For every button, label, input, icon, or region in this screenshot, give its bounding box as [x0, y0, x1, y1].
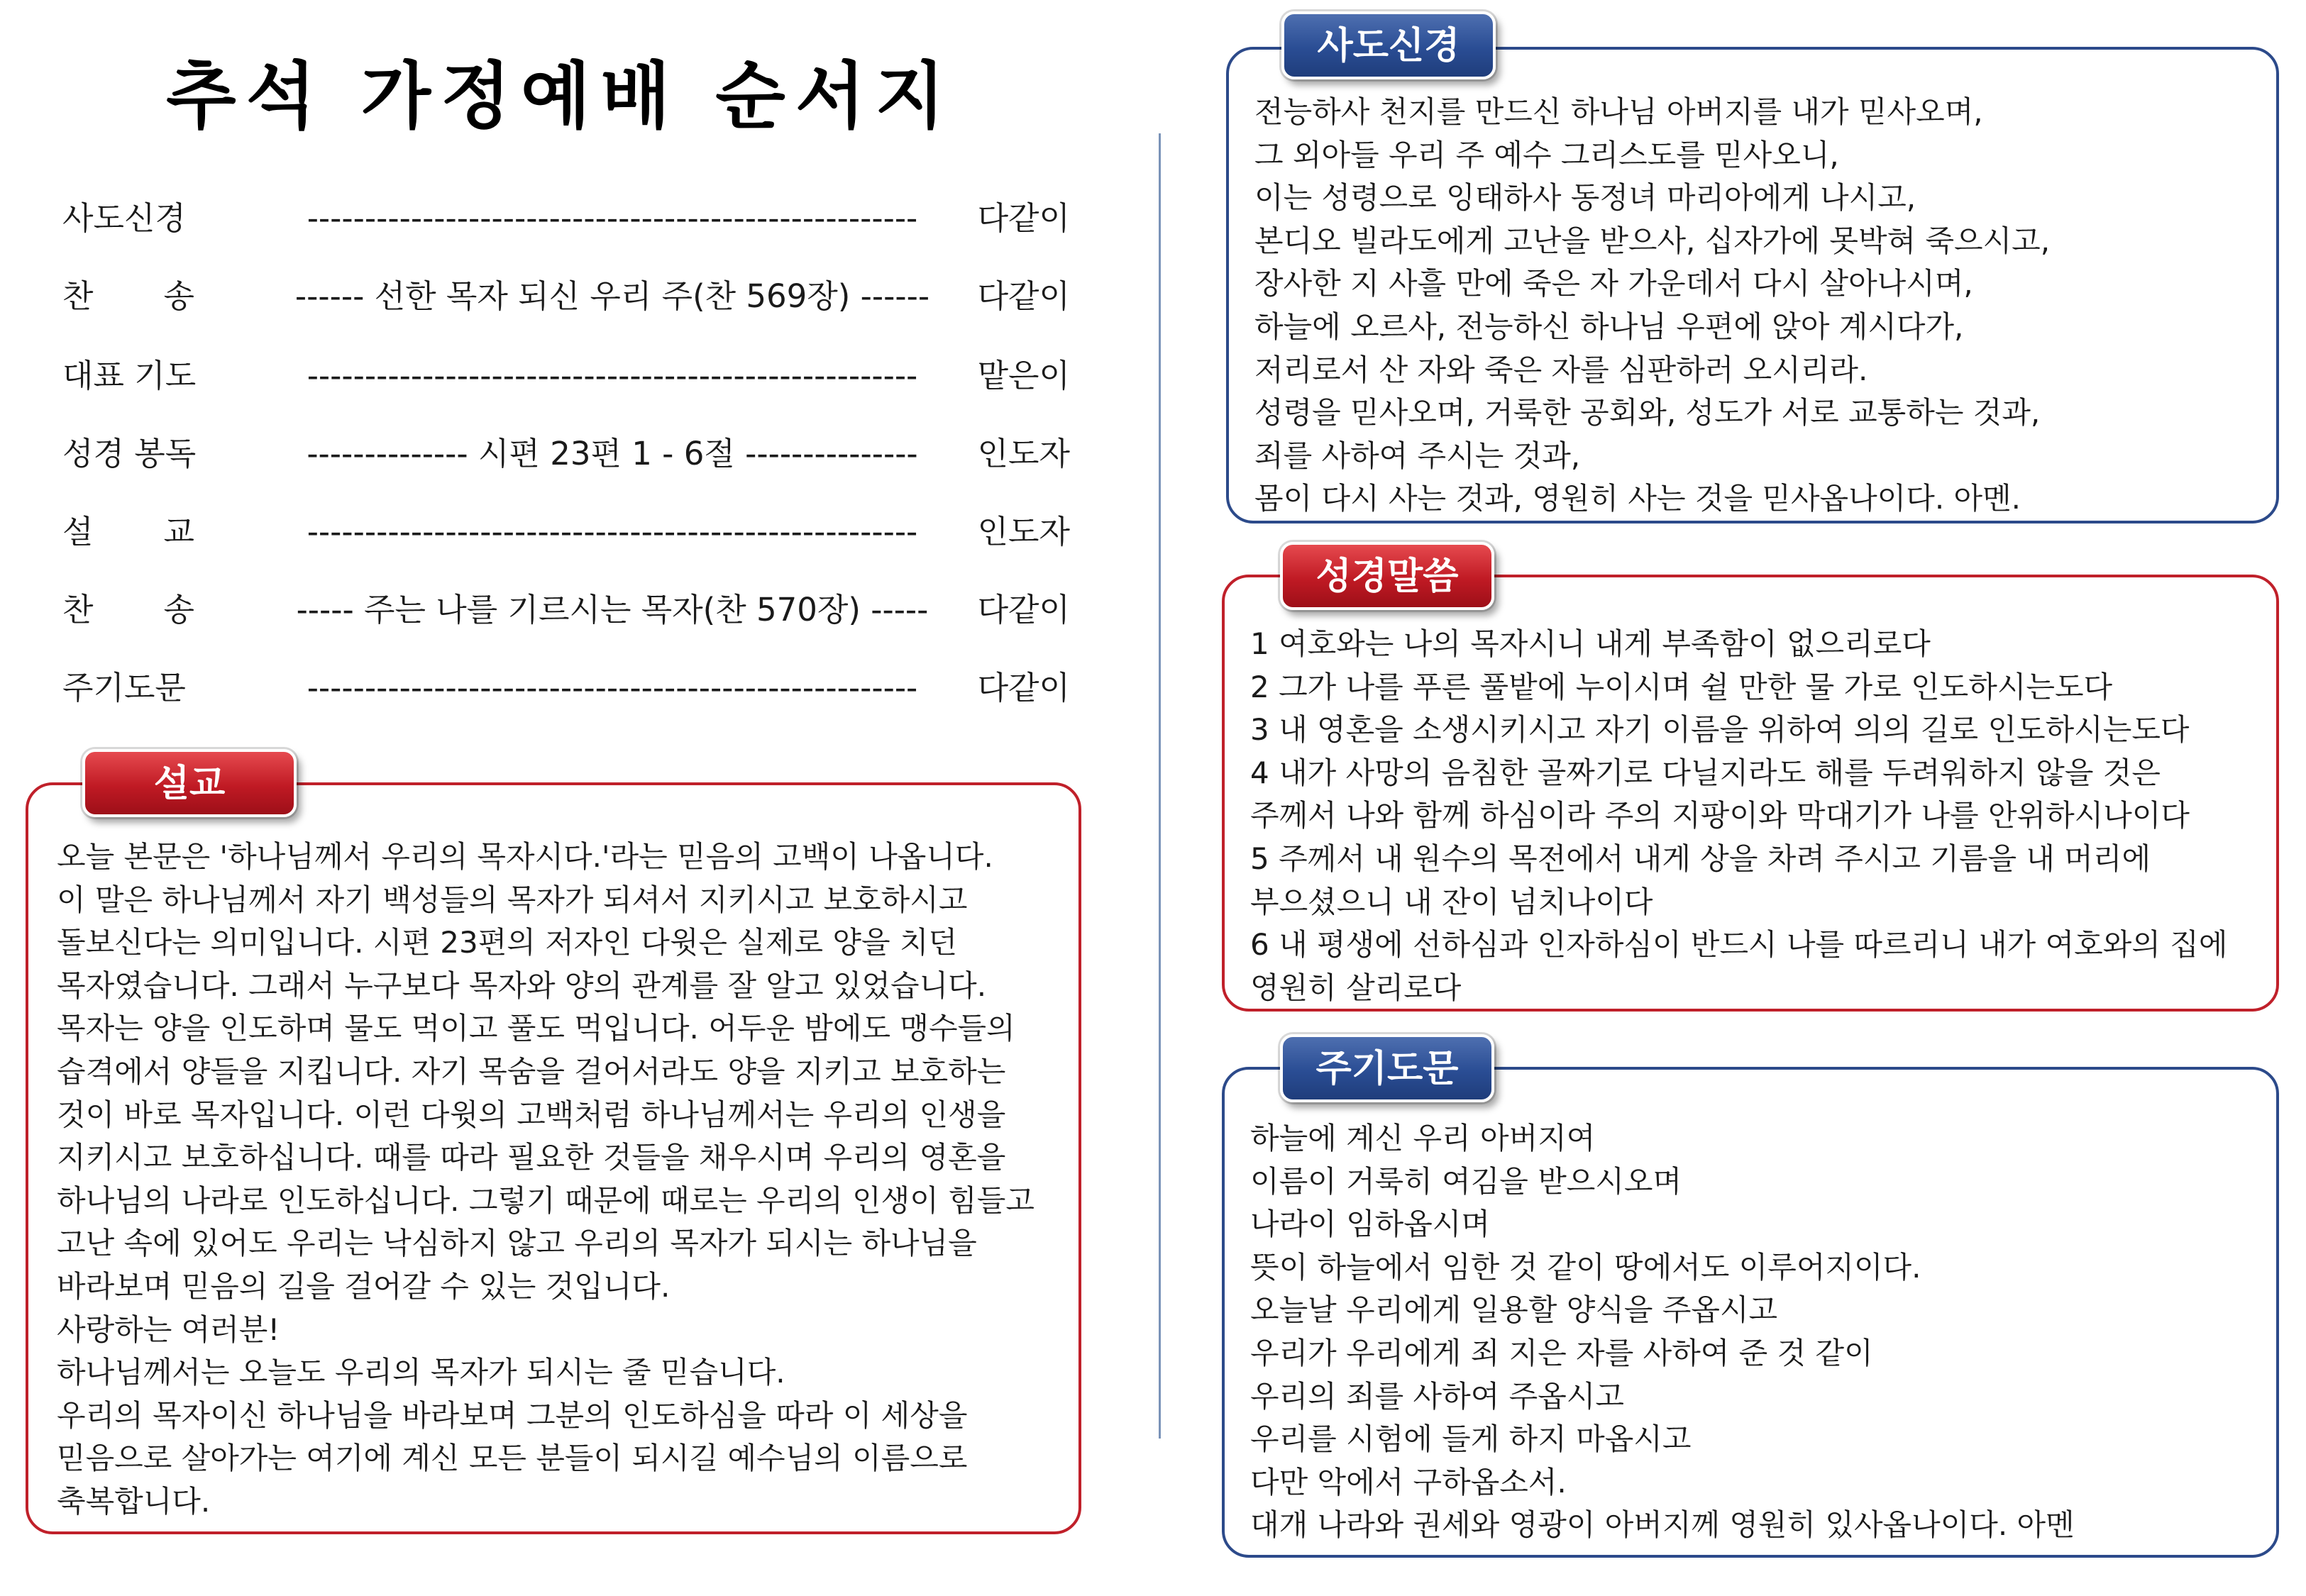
- text-line: 축복합니다.: [57, 1483, 211, 1519]
- order-detail: -----------------------------------------------------: [307, 513, 918, 550]
- text-line: 3 내 영혼을 소생시키시고 자기 이름을 위하여 의의 길로 인도하시는도다: [1250, 712, 2190, 748]
- text-line: 장사한 지 사흘 만에 죽은 자 가운데서 다시 살아나시며,: [1254, 266, 1973, 301]
- text-line: 뜻이 하늘에서 임한 것 같이 땅에서도 이루어지이다.: [1250, 1249, 1921, 1285]
- order-label-char: 설: [62, 513, 94, 550]
- text-line: 5 주께서 내 원수의 목전에서 내게 상을 차려 주시고 기름을 내 머리에: [1250, 841, 2151, 876]
- text-line: 사랑하는 여러분!: [57, 1312, 280, 1347]
- text-line: 하늘에 오르사, 전능하신 하나님 우편에 앉아 계시다가,: [1254, 309, 1964, 344]
- order-label-char: 교: [163, 513, 194, 550]
- text-line: 고난 속에 있어도 우리는 낙심하지 않고 우리의 목자가 되시는 하나님을: [57, 1226, 977, 1261]
- order-detail: -----------------------------------------------------: [307, 669, 918, 706]
- text-line: 바라보며 믿음의 길을 걸어갈 수 있는 것입니다.: [57, 1268, 671, 1304]
- text-line: 목자였습니다. 그래서 누구보다 목자와 양의 관계를 잘 알고 있었습니다.: [57, 968, 987, 1003]
- text-line: 지키시고 보호하십니다. 때를 따라 필요한 것들을 채우시며 우리의 영혼을: [57, 1140, 1006, 1175]
- column-divider: [1159, 133, 1161, 1439]
- text-line: 우리의 죄를 사하여 주옵시고: [1250, 1378, 1624, 1414]
- order-row-lords-prayer: [62, 660, 1070, 716]
- text-line: 주께서 나와 함께 하심이라 주의 지팡이와 막대기가 나를 안위하시나이다: [1250, 798, 2190, 833]
- order-label: [62, 504, 194, 560]
- scripture-heading: 성경말씀: [1280, 542, 1494, 610]
- text-line: 대개 나라와 권세와 영광이 아버지께 영원히 있사옵나이다. 아멘: [1250, 1507, 2075, 1543]
- text-line: 목자는 양을 인도하며 물도 먹이고 풀도 먹입니다. 어두운 밤에도 맹수들의: [57, 1011, 1015, 1046]
- order-detail: ----- 주는 나를 기르시는 목자(찬 570장) -----: [296, 591, 929, 628]
- order-label: 대표 기도: [62, 357, 197, 394]
- text-line: 영원히 살리로다: [1250, 970, 1462, 1005]
- order-role: 인도자: [977, 513, 1070, 550]
- text-line: 부으셨으니 내 잔이 넘치나이다: [1250, 884, 1653, 919]
- order-label: [62, 268, 194, 325]
- order-label-char: 송: [163, 591, 194, 628]
- text-line: 이 말은 하나님께서 자기 백성들의 목자가 되셔서 지키시고 보호하시고: [57, 882, 968, 917]
- order-row-prayer: [62, 348, 1070, 404]
- text-line: 우리의 목자이신 하나님을 바라보며 그분의 인도하심을 따라 이 세상을: [57, 1397, 968, 1433]
- order-label: 사도신경: [62, 199, 186, 237]
- text-line: 성령을 믿사오며, 거룩한 공회와, 성도가 서로 교통하는 것과,: [1254, 395, 2041, 431]
- order-role: 다같이: [977, 591, 1070, 628]
- text-line: 1 여호와는 나의 목자시니 내게 부족함이 없으리로다: [1250, 626, 1931, 661]
- order-detail: -----------------------------------------------------: [307, 357, 918, 394]
- creed-text: [1254, 91, 2050, 521]
- order-role: 인도자: [977, 435, 1070, 472]
- text-line: 몸이 다시 사는 것과, 영원히 사는 것을 믿사옵나이다. 아멘.: [1254, 481, 2021, 516]
- page-title: 추석 가정예배 순서지: [166, 54, 955, 139]
- lords-prayer-text: [1250, 1117, 2075, 1547]
- text-line: 그 외아들 우리 주 예수 그리스도를 믿사오니,: [1254, 137, 1839, 172]
- text-line: 본디오 빌라도에게 고난을 받으사, 십자가에 못박혀 죽으시고,: [1254, 223, 2051, 258]
- order-label-char: 송: [163, 277, 194, 315]
- creed-heading: 사도신경: [1281, 11, 1496, 79]
- order-label: 주기도문: [62, 669, 186, 706]
- order-row-sermon: [62, 504, 1070, 560]
- order-role: 다같이: [977, 199, 1070, 237]
- lords-prayer-heading: 주기도문: [1280, 1034, 1494, 1102]
- order-row-reading: [62, 426, 1070, 482]
- text-line: 돌보신다는 의미입니다. 시편 23편의 저자인 다윗은 실제로 양을 치던: [57, 925, 958, 960]
- order-label-char: 찬: [62, 277, 94, 315]
- text-line: 우리가 우리에게 죄 지은 자를 사하여 준 것 같이: [1250, 1335, 1873, 1370]
- order-label: 성경 봉독: [62, 435, 197, 472]
- order-row-hymn-1: [62, 268, 1070, 325]
- order-role: 다같이: [977, 669, 1070, 706]
- text-line: 오늘 본문은 '하나님께서 우리의 목자시다.'라는 믿음의 고백이 나옵니다.: [57, 839, 993, 874]
- text-line: 죄를 사하여 주시는 것과,: [1254, 438, 1581, 473]
- text-line: 이름이 거룩히 여김을 받으시오며: [1250, 1163, 1682, 1199]
- text-line: 우리를 시험에 들게 하지 마옵시고: [1250, 1422, 1692, 1457]
- text-line: 것이 바로 목자입니다. 이런 다윗의 고백처럼 하나님께서는 우리의 인생을: [57, 1097, 1006, 1132]
- text-line: 이는 성령으로 잉태하사 동정녀 마리아에게 나시고,: [1254, 180, 1916, 216]
- text-line: 믿음으로 살아가는 여기에 계신 모든 분들이 되시길 예수님의 이름으로: [57, 1441, 968, 1476]
- text-line: 습격에서 양들을 지킵니다. 자기 목숨을 걸어서라도 양을 지키고 보호하는: [57, 1053, 1006, 1089]
- order-detail: ------ 선한 목자 되신 우리 주(찬 569장) ------: [294, 277, 930, 315]
- order-label-char: 찬: [62, 591, 94, 628]
- text-line: 나라이 임하옵시며: [1250, 1207, 1490, 1242]
- sermon-heading: 설교: [82, 749, 297, 817]
- order-label: [62, 582, 194, 638]
- text-line: 6 내 평생에 선하심과 인자하심이 반드시 나를 따르리니 내가 여호와의 집에: [1250, 927, 2228, 963]
- text-line: 하나님의 나라로 인도하십니다. 그렇기 때문에 때로는 우리의 인생이 힘들고: [57, 1182, 1035, 1218]
- text-line: 전능하사 천지를 만드신 하나님 아버지를 내가 믿사오며,: [1254, 94, 1983, 129]
- order-row-creed: [62, 190, 1070, 247]
- order-role: 맡은이: [977, 357, 1070, 394]
- order-role: 다같이: [977, 277, 1070, 315]
- text-line: 다만 악에서 구하옵소서.: [1250, 1464, 1567, 1500]
- text-line: 저리로서 산 자와 죽은 자를 심판하러 오시리라.: [1254, 352, 1868, 387]
- order-detail: -----------------------------------------------------: [307, 199, 918, 237]
- order-detail: -------------- 시편 23편 1 - 6절 ---------------: [307, 435, 918, 472]
- text-line: 하나님께서는 오늘도 우리의 목자가 되시는 줄 믿습니다.: [57, 1355, 785, 1390]
- order-row-hymn-2: [62, 582, 1070, 638]
- text-line: 4 내가 사망의 음침한 골짜기로 다닐지라도 해를 두려워하지 않을 것은: [1250, 755, 2161, 790]
- text-line: 하늘에 계신 우리 아버지여: [1250, 1121, 1596, 1156]
- scripture-text: [1250, 623, 2227, 1009]
- text-line: 2 그가 나를 푸른 풀밭에 누이시며 쉴 만한 물 가로 인도하시는도다: [1250, 669, 2113, 704]
- sermon-text: [57, 836, 1035, 1524]
- text-line: 오늘날 우리에게 일용할 양식을 주옵시고: [1250, 1292, 1778, 1328]
